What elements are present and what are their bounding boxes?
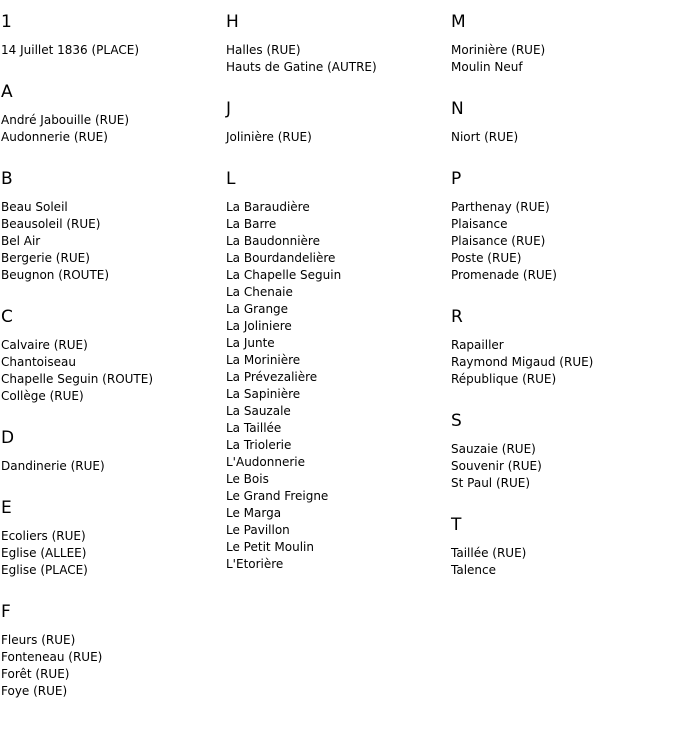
street-entry: La Triolerie	[226, 438, 292, 452]
street-entry: Forêt (RUE)	[1, 667, 70, 681]
street-list	[1, 528, 223, 579]
street-entry: La Junte	[226, 336, 275, 350]
street-list	[226, 42, 448, 76]
street-list	[226, 199, 448, 573]
street-entry: Calvaire (RUE)	[1, 338, 88, 352]
street-entry: L'Etorière	[226, 557, 284, 571]
street-list	[451, 545, 673, 579]
section-letter-heading: 1	[1, 12, 12, 32]
street-list	[226, 129, 448, 146]
street-entry: Chantoiseau	[1, 355, 76, 369]
street-entry: La Prévezalière	[226, 370, 318, 384]
street-entry: Le Bois	[226, 472, 269, 486]
street-entry: Raymond Migaud (RUE)	[451, 355, 594, 369]
section-letter-heading: B	[1, 169, 13, 189]
street-entry: Beausoleil (RUE)	[1, 217, 101, 231]
street-list	[451, 337, 673, 388]
street-entry: Souvenir (RUE)	[451, 459, 542, 473]
street-entry: La Baraudière	[226, 200, 310, 214]
street-entry: L'Audonnerie	[226, 455, 306, 469]
street-list	[1, 199, 223, 284]
street-entry: Fonteneau (RUE)	[1, 650, 103, 664]
section-letter-heading: F	[1, 602, 11, 622]
letter-section	[226, 98, 448, 146]
street-entry: Collège (RUE)	[1, 389, 84, 403]
street-entry: André Jabouille (RUE)	[1, 113, 130, 127]
street-entry: La Sapinière	[226, 387, 301, 401]
street-list	[451, 42, 673, 76]
street-entry: Sauzaie (RUE)	[451, 442, 536, 456]
street-list	[1, 632, 223, 700]
street-entry: Hauts de Gatine (AUTRE)	[226, 60, 377, 74]
street-entry: Rapailler	[451, 338, 504, 352]
street-entry: La Sauzale	[226, 404, 291, 418]
street-entry: Bel Air	[1, 234, 41, 248]
letter-section	[226, 168, 448, 573]
section-letter-heading: H	[226, 12, 239, 32]
section-letter-heading: P	[451, 169, 462, 189]
street-entry: Le Petit Moulin	[226, 540, 314, 554]
letter-section	[226, 11, 448, 76]
section-letter-heading: J	[226, 99, 232, 119]
street-entry: 14 Juillet 1836 (PLACE)	[1, 43, 140, 57]
street-entry: Plaisance (RUE)	[451, 234, 546, 248]
street-entry: République (RUE)	[451, 372, 557, 386]
street-entry: St Paul (RUE)	[451, 476, 531, 490]
street-entry: Niort (RUE)	[451, 130, 519, 144]
street-entry: Morinière (RUE)	[451, 43, 546, 57]
section-letter-heading: L	[226, 169, 236, 189]
street-list	[451, 441, 673, 492]
street-entry: Fleurs (RUE)	[1, 633, 76, 647]
street-entry: Eglise (ALLEE)	[1, 546, 87, 560]
street-list	[451, 129, 673, 146]
letter-section	[1, 168, 223, 284]
letter-section	[1, 601, 223, 700]
street-entry: La Joliniere	[226, 319, 292, 333]
section-letter-heading: S	[451, 411, 462, 431]
section-letter-heading: T	[451, 515, 462, 535]
section-letter-heading: E	[1, 498, 12, 518]
street-entry: Halles (RUE)	[226, 43, 301, 57]
index-column-2	[226, 11, 448, 595]
street-list	[451, 199, 673, 284]
street-entry: Poste (RUE)	[451, 251, 522, 265]
section-letter-heading: R	[451, 307, 463, 327]
street-entry: Eglise (PLACE)	[1, 563, 88, 577]
section-letter-heading: N	[451, 99, 464, 119]
street-entry: Dandinerie (RUE)	[1, 459, 105, 473]
letter-section	[451, 514, 673, 579]
letter-section	[1, 306, 223, 405]
street-entry: La Morinière	[226, 353, 301, 367]
street-entry: La Chapelle Seguin	[226, 268, 342, 282]
street-list	[1, 458, 223, 475]
street-list	[1, 337, 223, 405]
section-letter-heading: A	[1, 82, 13, 102]
street-entry: Talence	[451, 563, 496, 577]
street-list	[1, 42, 223, 59]
street-entry: Chapelle Seguin (ROUTE)	[1, 372, 154, 386]
index-column-3	[451, 11, 673, 601]
letter-section	[451, 306, 673, 388]
street-entry: La Chenaie	[226, 285, 293, 299]
letter-section	[451, 98, 673, 146]
street-entry: Taillée (RUE)	[451, 546, 527, 560]
street-entry: La Grange	[226, 302, 289, 316]
street-entry: Jolinière (RUE)	[226, 130, 312, 144]
street-entry: Promenade (RUE)	[451, 268, 557, 282]
letter-section	[451, 11, 673, 76]
street-entry: La Taillée	[226, 421, 282, 435]
street-entry: Moulin Neuf	[451, 60, 523, 74]
index-column-1	[1, 11, 223, 722]
letter-section	[451, 168, 673, 284]
street-entry: Ecoliers (RUE)	[1, 529, 86, 543]
street-entry: Audonnerie (RUE)	[1, 130, 108, 144]
street-entry: Plaisance	[451, 217, 508, 231]
letter-section	[1, 497, 223, 579]
letter-section	[451, 410, 673, 492]
letter-section	[1, 11, 223, 59]
section-letter-heading: D	[1, 428, 15, 448]
section-letter-heading: C	[1, 307, 13, 327]
street-entry: Le Grand Freigne	[226, 489, 329, 503]
letter-section	[1, 427, 223, 475]
street-entry: Le Marga	[226, 506, 282, 520]
street-entry: La Baudonnière	[226, 234, 320, 248]
street-entry: Beugnon (ROUTE)	[1, 268, 110, 282]
section-letter-heading: M	[451, 12, 466, 32]
street-entry: Bergerie (RUE)	[1, 251, 90, 265]
street-entry: La Barre	[226, 217, 277, 231]
street-entry: Foye (RUE)	[1, 684, 68, 698]
street-entry: Parthenay (RUE)	[451, 200, 550, 214]
street-entry: La Bourdandelière	[226, 251, 336, 265]
letter-section	[1, 81, 223, 146]
street-entry: Le Pavillon	[226, 523, 290, 537]
street-list	[1, 112, 223, 146]
street-entry: Beau Soleil	[1, 200, 68, 214]
